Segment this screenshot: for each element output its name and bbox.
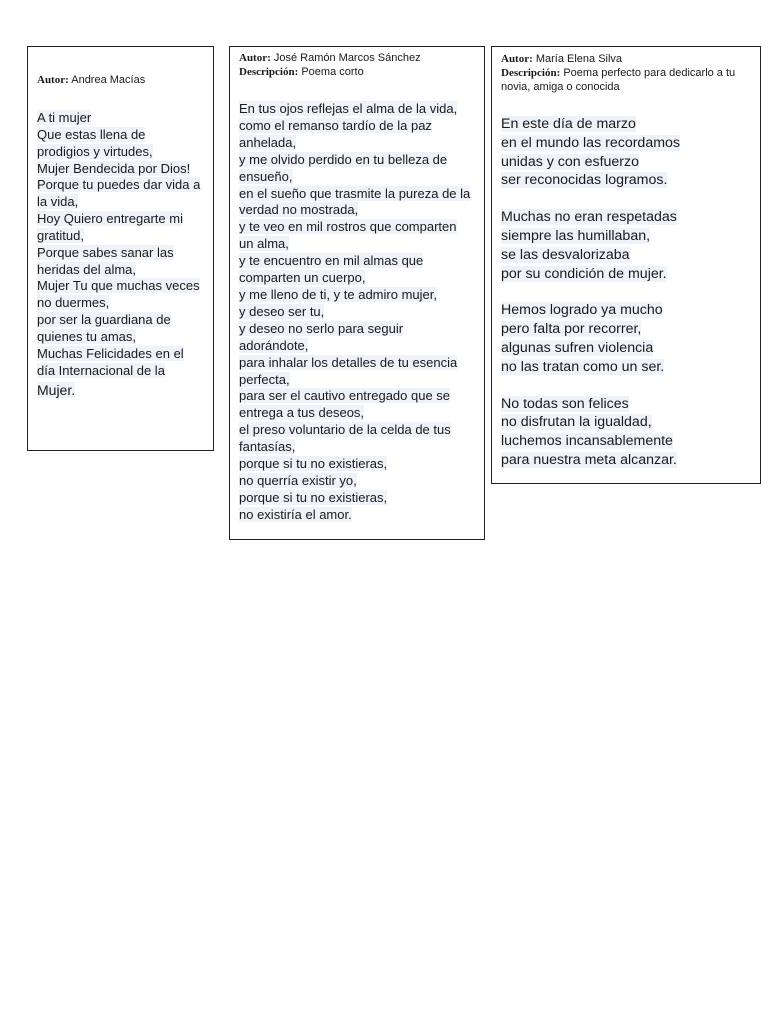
poem-line: prodigios y virtudes, <box>37 143 153 159</box>
stanza-break <box>501 377 752 395</box>
poem-text <box>239 101 476 524</box>
poem-line: no existiría el amor. <box>239 506 352 522</box>
poem-line: no duermes, <box>37 295 110 311</box>
poem-card-maria-elena-silva <box>491 46 761 484</box>
poem-line: entrega a tus deseos, <box>239 405 365 421</box>
author-name: Andrea Macías <box>71 74 146 86</box>
poem-line: siempre las humillaban, <box>501 227 651 244</box>
poem-line: A ti mujer <box>37 110 92 125</box>
poem-line: y deseo ser tu, <box>239 303 325 319</box>
poem-line: Hoy Quiero entregarte mi <box>37 211 183 227</box>
poem-line: unidas y con esfuerzo <box>501 153 640 170</box>
author-name: María Elena Silva <box>535 53 623 65</box>
poem-line: Mujer Bendecida por Dios! <box>37 160 191 176</box>
poem-line: algunas sufren violencia <box>501 339 654 356</box>
poem-line: No todas son felices <box>501 395 629 412</box>
poem-card-andrea-macias <box>27 46 214 451</box>
poem-line: un alma, <box>239 236 289 252</box>
poem-line: gratitud, <box>37 227 84 243</box>
poem-line: adorándote, <box>239 337 309 353</box>
poem-line: Muchas Felicidades en el <box>37 345 184 361</box>
author-label: Autor: <box>501 53 533 65</box>
poem-line: Muchas no eran respetadas <box>501 209 677 226</box>
stanza-break <box>501 190 752 208</box>
poem-line: para nuestra meta alcanzar. <box>501 451 677 468</box>
poem-line: no las tratan como un ser. <box>501 358 665 375</box>
poem-line: para ser el cautivo entregado que se <box>239 388 451 404</box>
description-text: Poema corto <box>301 66 364 78</box>
poem-line: luchemos incansablemente <box>501 433 673 450</box>
author-name: José Ramón Marcos Sánchez <box>273 52 421 64</box>
poem-line: en el mundo las recordamos <box>501 134 681 151</box>
poem-line: día Internacional de la <box>37 362 165 378</box>
poem-line: no disfrutan la igualdad, <box>501 414 652 431</box>
poem-line: verdad no mostrada, <box>239 202 359 218</box>
poem-line: la vida, <box>37 194 79 210</box>
poem-line: y me olvido perdido en tu belleza de <box>239 151 448 167</box>
author-line <box>501 52 752 66</box>
poem-line: ser reconocidas logramos. <box>501 172 668 189</box>
poem-line: y te encuentro en mil almas que <box>239 253 424 269</box>
description-line <box>501 66 752 94</box>
poem-line: Porque sabes sanar las <box>37 244 174 260</box>
poem-line: para inhalar los detalles de tu esencia <box>239 354 458 370</box>
poem-line: por ser la guardiana de <box>37 312 171 328</box>
poem-line: porque si tu no existieras, <box>239 456 388 472</box>
poem-line: pero falta por recorrer, <box>501 321 642 338</box>
author-line <box>37 73 205 87</box>
poem-line: Que estas llena de <box>37 126 146 142</box>
poem-line: por su condición de mujer. <box>501 265 667 282</box>
poem-line: En tus ojos reflejas el alma de la vida, <box>239 101 458 116</box>
poem-line: y me lleno de ti, y te admiro mujer, <box>239 286 437 302</box>
author-label: Autor: <box>37 74 69 86</box>
poem-line: ensueño, <box>239 168 293 184</box>
poem-line: y te veo en mil rostros que comparten <box>239 219 457 235</box>
poem-card-jose-ramon-marcos-sanchez <box>229 46 485 540</box>
author-line <box>239 51 476 65</box>
poem-line: Porque tu puedes dar vida a <box>37 177 201 193</box>
description-label: Descripción: <box>239 66 299 78</box>
poem-line: no querría existir yo, <box>239 472 357 488</box>
poem-line: porque si tu no existieras, <box>239 489 388 505</box>
poem-line: En este día de marzo <box>501 116 636 132</box>
poem-line: Hemos logrado ya mucho <box>501 302 663 319</box>
poem-line: Mujer Tu que muchas veces <box>37 278 200 294</box>
poem-line: el preso voluntario de la celda de tus <box>239 422 451 438</box>
poem-line: heridas del alma, <box>37 261 136 277</box>
poem-line: se las desvalorizaba <box>501 246 630 263</box>
poem-line: anhelada, <box>239 134 297 150</box>
poem-text <box>37 110 205 400</box>
description-text: Poema perfecto para dedicarlo a tu novia, amiga o conocida <box>501 67 736 93</box>
poem-line: comparten un cuerpo, <box>239 270 366 286</box>
poem-line: Mujer. <box>37 381 76 398</box>
description-line <box>239 65 476 79</box>
poem-line: quienes tu amas, <box>37 328 137 344</box>
poem-text <box>501 115 752 470</box>
poem-line: perfecta, <box>239 371 290 387</box>
poem-line: en el sueño que trasmite la pureza de la <box>239 185 471 201</box>
poem-line: como el remanso tardío de la paz <box>239 117 432 133</box>
description-label: Descripción: <box>501 67 561 79</box>
poem-line: fantasías, <box>239 439 296 455</box>
stanza-break <box>501 283 752 301</box>
author-label: Autor: <box>239 52 271 64</box>
poem-line: y deseo no serlo para seguir <box>239 320 404 336</box>
